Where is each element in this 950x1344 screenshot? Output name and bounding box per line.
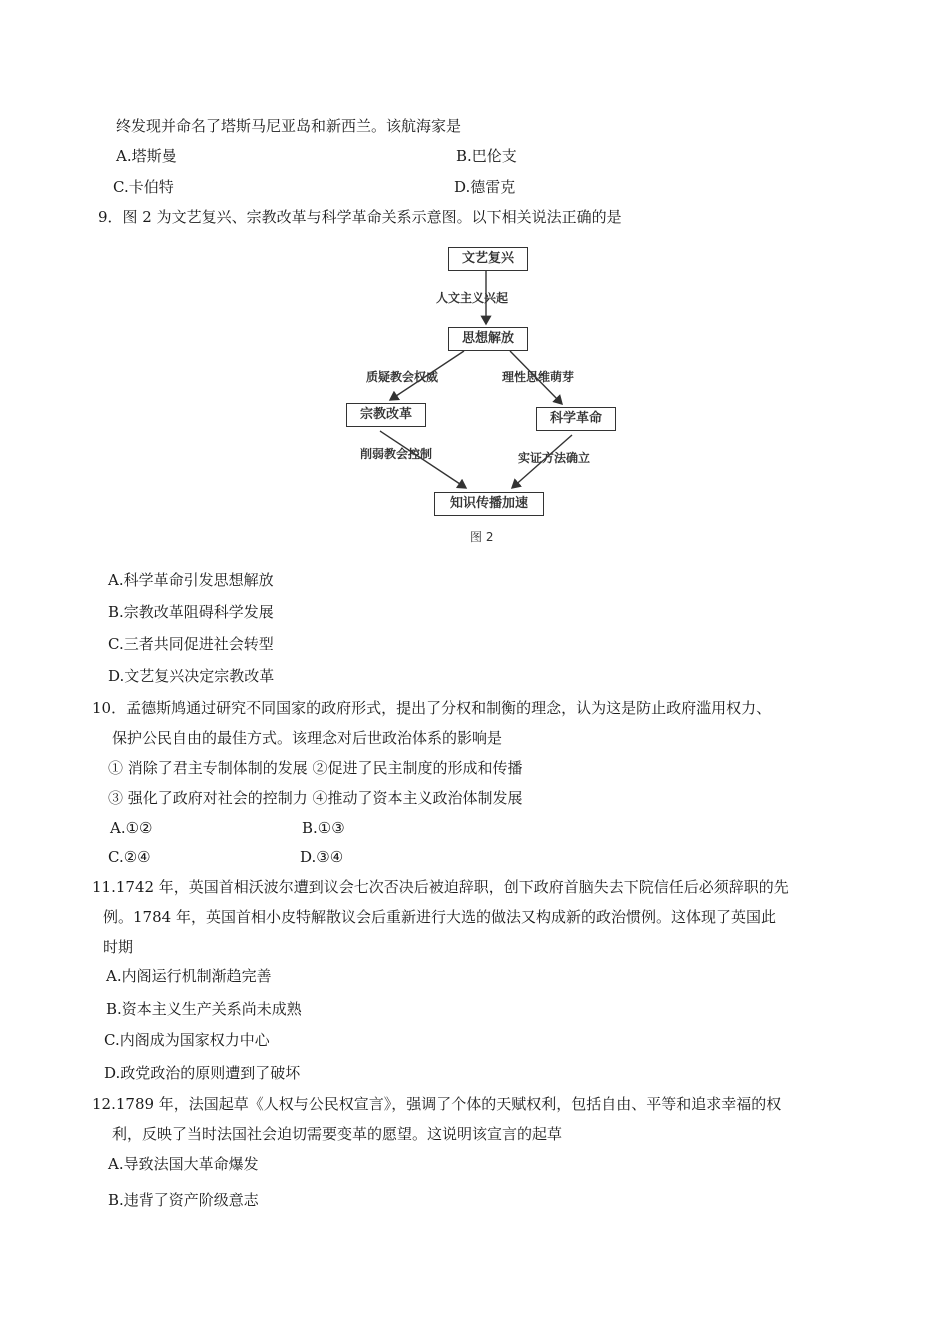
box-science-revolution: 科学革命 [536, 407, 616, 431]
q8-stem-continuation: 终发现并命名了塔斯马尼亚岛和新西兰。该航海家是 [116, 117, 462, 135]
q11-option-b: B.资本主义生产关系尚未成熟 [106, 1000, 302, 1018]
q11-option-a: A.内阁运行机制渐趋完善 [106, 967, 272, 985]
q12-stem-line2: 利，反映了当时法国社会迫切需要变革的愿望。这说明该宣言的起草 [112, 1125, 563, 1143]
q10-statements-line2: ③ 强化了政府对社会的控制力 ④推动了资本主义政治体制发展 [108, 789, 523, 807]
q9-option-c: C.三者共同促进社会转型 [108, 635, 274, 653]
q10-stem-line2: 保护公民自由的最佳方式。该理念对后世政治体系的影响是 [112, 729, 503, 747]
q8-option-d: D.德雷克 [454, 178, 516, 196]
q11-option-c: C.内阁成为国家权力中心 [104, 1031, 270, 1049]
box-reformation: 宗教改革 [346, 403, 426, 427]
q11-stem-line3: 时期 [103, 938, 134, 956]
q10-stem-line1: 10．孟德斯鸠通过研究不同国家的政府形式，提出了分权和制衡的理念，认为这是防止政府滥用权力、 [92, 699, 772, 717]
box-knowledge-spread: 知识传播加速 [434, 492, 544, 516]
q11-stem-line2: 例。1784 年，英国首相小皮特解散议会后重新进行大选的做法又构成新的政治惯例。这体现了英国此 [103, 908, 776, 926]
label-empirical-method: 实证方法确立 [518, 451, 591, 465]
q11-option-d: D.政党政治的原则遭到了破坏 [104, 1064, 301, 1082]
q10-option-b: B.①③ [302, 819, 345, 837]
q9-stem: 9．图 2 为文艺复兴、宗教改革与科学革命关系示意图。以下相关说法正确的是 [98, 208, 622, 226]
q11-stem-line1: 11.1742 年，英国首相沃波尔遭到议会七次否决后被迫辞职，创下政府首脑失去下院信任后必须辞职的先 [92, 878, 789, 896]
box-renaissance: 文艺复兴 [448, 247, 528, 271]
box-liberation: 思想解放 [448, 327, 528, 351]
label-question-church: 质疑教会权威 [366, 370, 439, 384]
q10-option-d: D.③④ [300, 848, 344, 866]
q12-option-a: A.导致法国大革命爆发 [108, 1155, 259, 1173]
label-humanism: 人文主义兴起 [436, 291, 509, 305]
q9-option-d: D.文艺复兴决定宗教改革 [108, 667, 275, 685]
diagram-caption: 图 2 [470, 530, 494, 544]
q10-option-a: A.①② [110, 819, 153, 837]
relationship-diagram [340, 238, 620, 548]
q12-stem-line1: 12.1789 年，法国起草《人权与公民权宣言》，强调了个体的天赋权利，包括自由、平等和追求幸福的权 [92, 1095, 782, 1113]
q10-option-c: C.②④ [108, 848, 151, 866]
q8-option-a: A.塔斯曼 [116, 147, 177, 165]
q12-option-b: B.违背了资产阶级意志 [108, 1191, 259, 1209]
label-weaken-church: 削弱教会控制 [360, 447, 433, 461]
q8-option-c: C.卡伯特 [113, 178, 174, 196]
q10-statements-line1: ① 消除了君主专制体制的发展 ②促进了民主制度的形成和传播 [108, 759, 523, 777]
q9-option-a: A.科学革命引发思想解放 [108, 571, 274, 589]
q9-option-b: B.宗教改革阻碍科学发展 [108, 603, 274, 621]
q8-option-b: B.巴伦支 [456, 147, 517, 165]
label-rational-thinking: 理性思维萌芽 [502, 370, 575, 384]
